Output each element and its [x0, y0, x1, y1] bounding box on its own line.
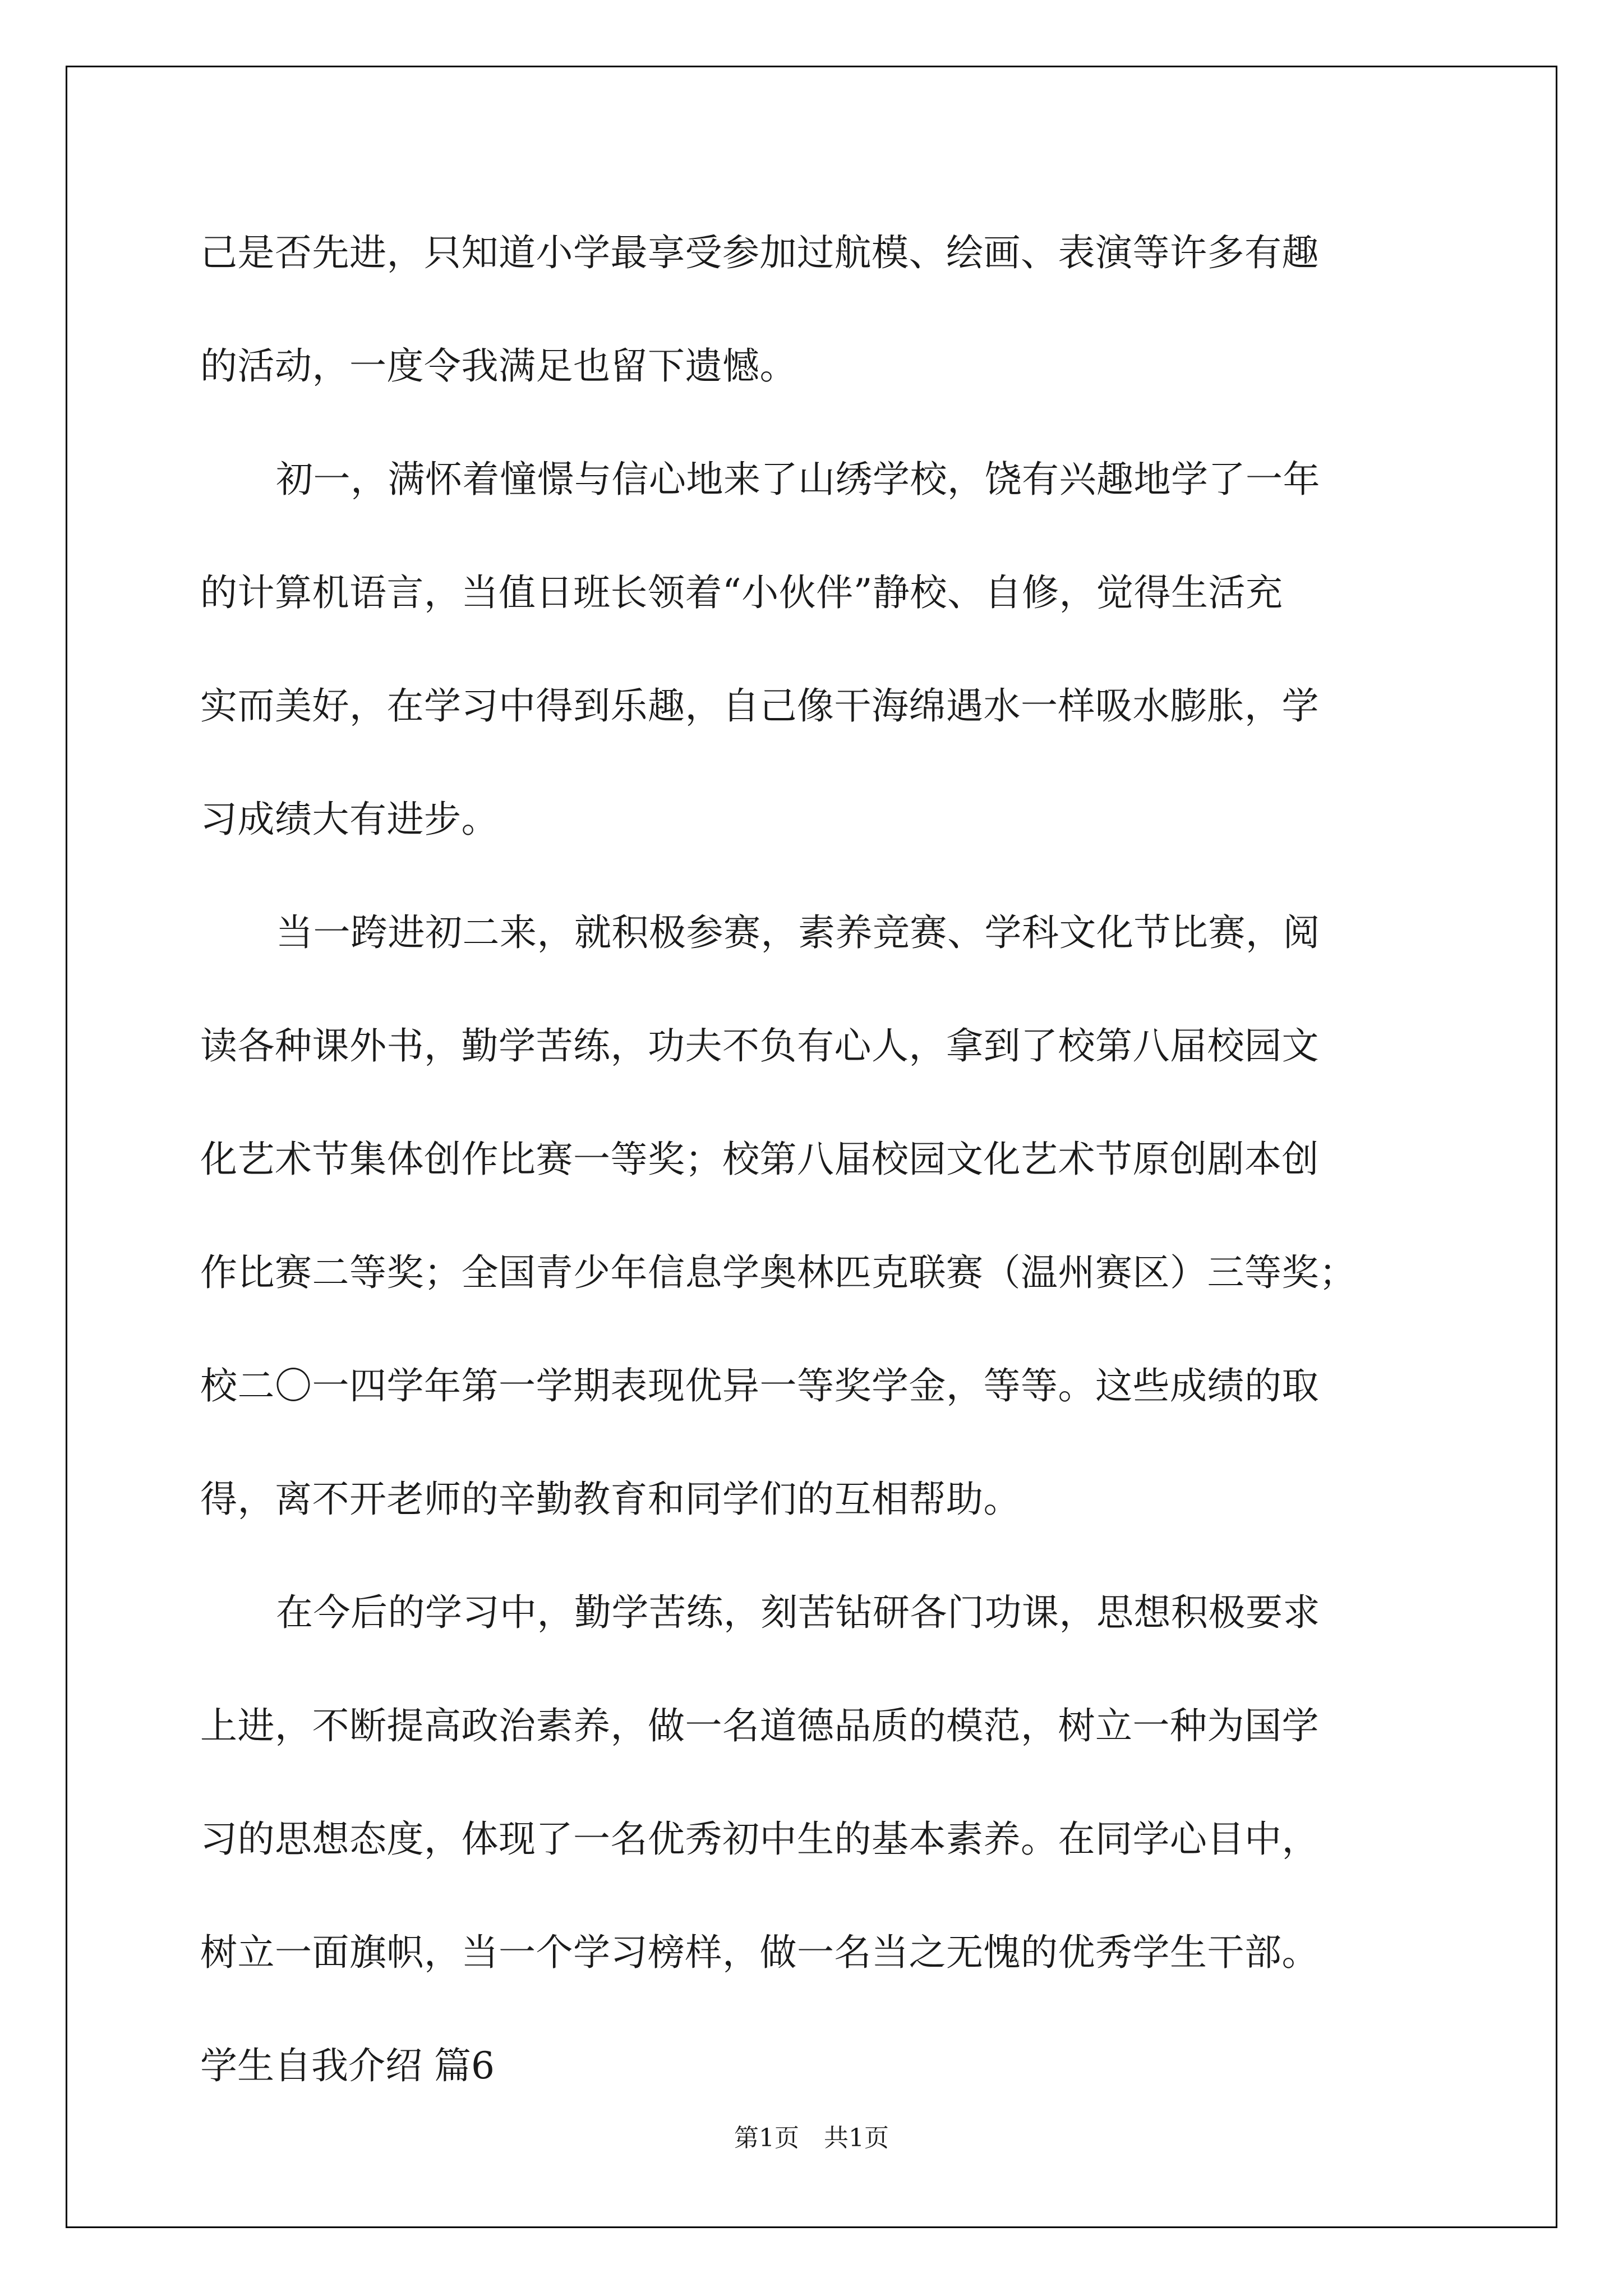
text-line: 校二〇一四学年第一学期表现优异一等奖学金，等等。这些成绩的取: [200, 1364, 1319, 1407]
text-line: 化艺术节集体创作比赛一等奖；校第八届校园文化艺术节原创剧本创: [200, 1138, 1319, 1181]
text-line: 习成绩大有进步。: [200, 798, 499, 841]
text-line: 习的思想态度，体现了一名优秀初中生的基本素养。在同学心目中，: [200, 1818, 1319, 1861]
page-footer: 第1页 共1页: [734, 2124, 889, 2152]
text-line: 作比赛二等奖；全国青少年信息学奥林匹克联赛（温州赛区）三等奖；: [200, 1251, 1357, 1294]
paragraph-start-line: 当一跨进初二来，就积极参赛，素养竞赛、学科文化节比赛，阅: [276, 911, 1320, 954]
text-line: 己是否先进，只知道小学最享受参加过航模、绘画、表演等许多有趣: [200, 231, 1319, 274]
paragraph-start-line: 初一，满怀着憧憬与信心地来了山绣学校，饶有兴趣地学了一年: [276, 458, 1320, 501]
document-body: [200, 220, 1434, 2106]
text-line: 得，离不开老师的辛勤教育和同学们的互相帮助。: [200, 1478, 1021, 1521]
paragraph-start-line: 在今后的学习中，勤学苦练，刻苦钻研各门功课，思想积极要求: [276, 1591, 1320, 1634]
text-line: 树立一面旗帜，当一个学习榜样，做一名当之无愧的优秀学生干部。: [200, 1931, 1319, 1974]
section-heading: 学生自我介绍 篇6: [200, 2044, 495, 2087]
text-line: 的活动，一度令我满足也留下遗憾。: [200, 344, 797, 388]
text-line: 读各种课外书，勤学苦练，功夫不负有心人，拿到了校第八届校园文: [200, 1024, 1319, 1068]
text-line: 实而美好，在学习中得到乐趣，自己像干海绵遇水一样吸水膨胀，学: [200, 684, 1319, 728]
text-line: 上进，不断提高政治素养，做一名道德品质的模范，树立一种为国学: [200, 1704, 1319, 1747]
text-line: 的计算机语言，当值日班长领着“小伙伴”静校、自修，觉得生活充: [200, 571, 1283, 614]
